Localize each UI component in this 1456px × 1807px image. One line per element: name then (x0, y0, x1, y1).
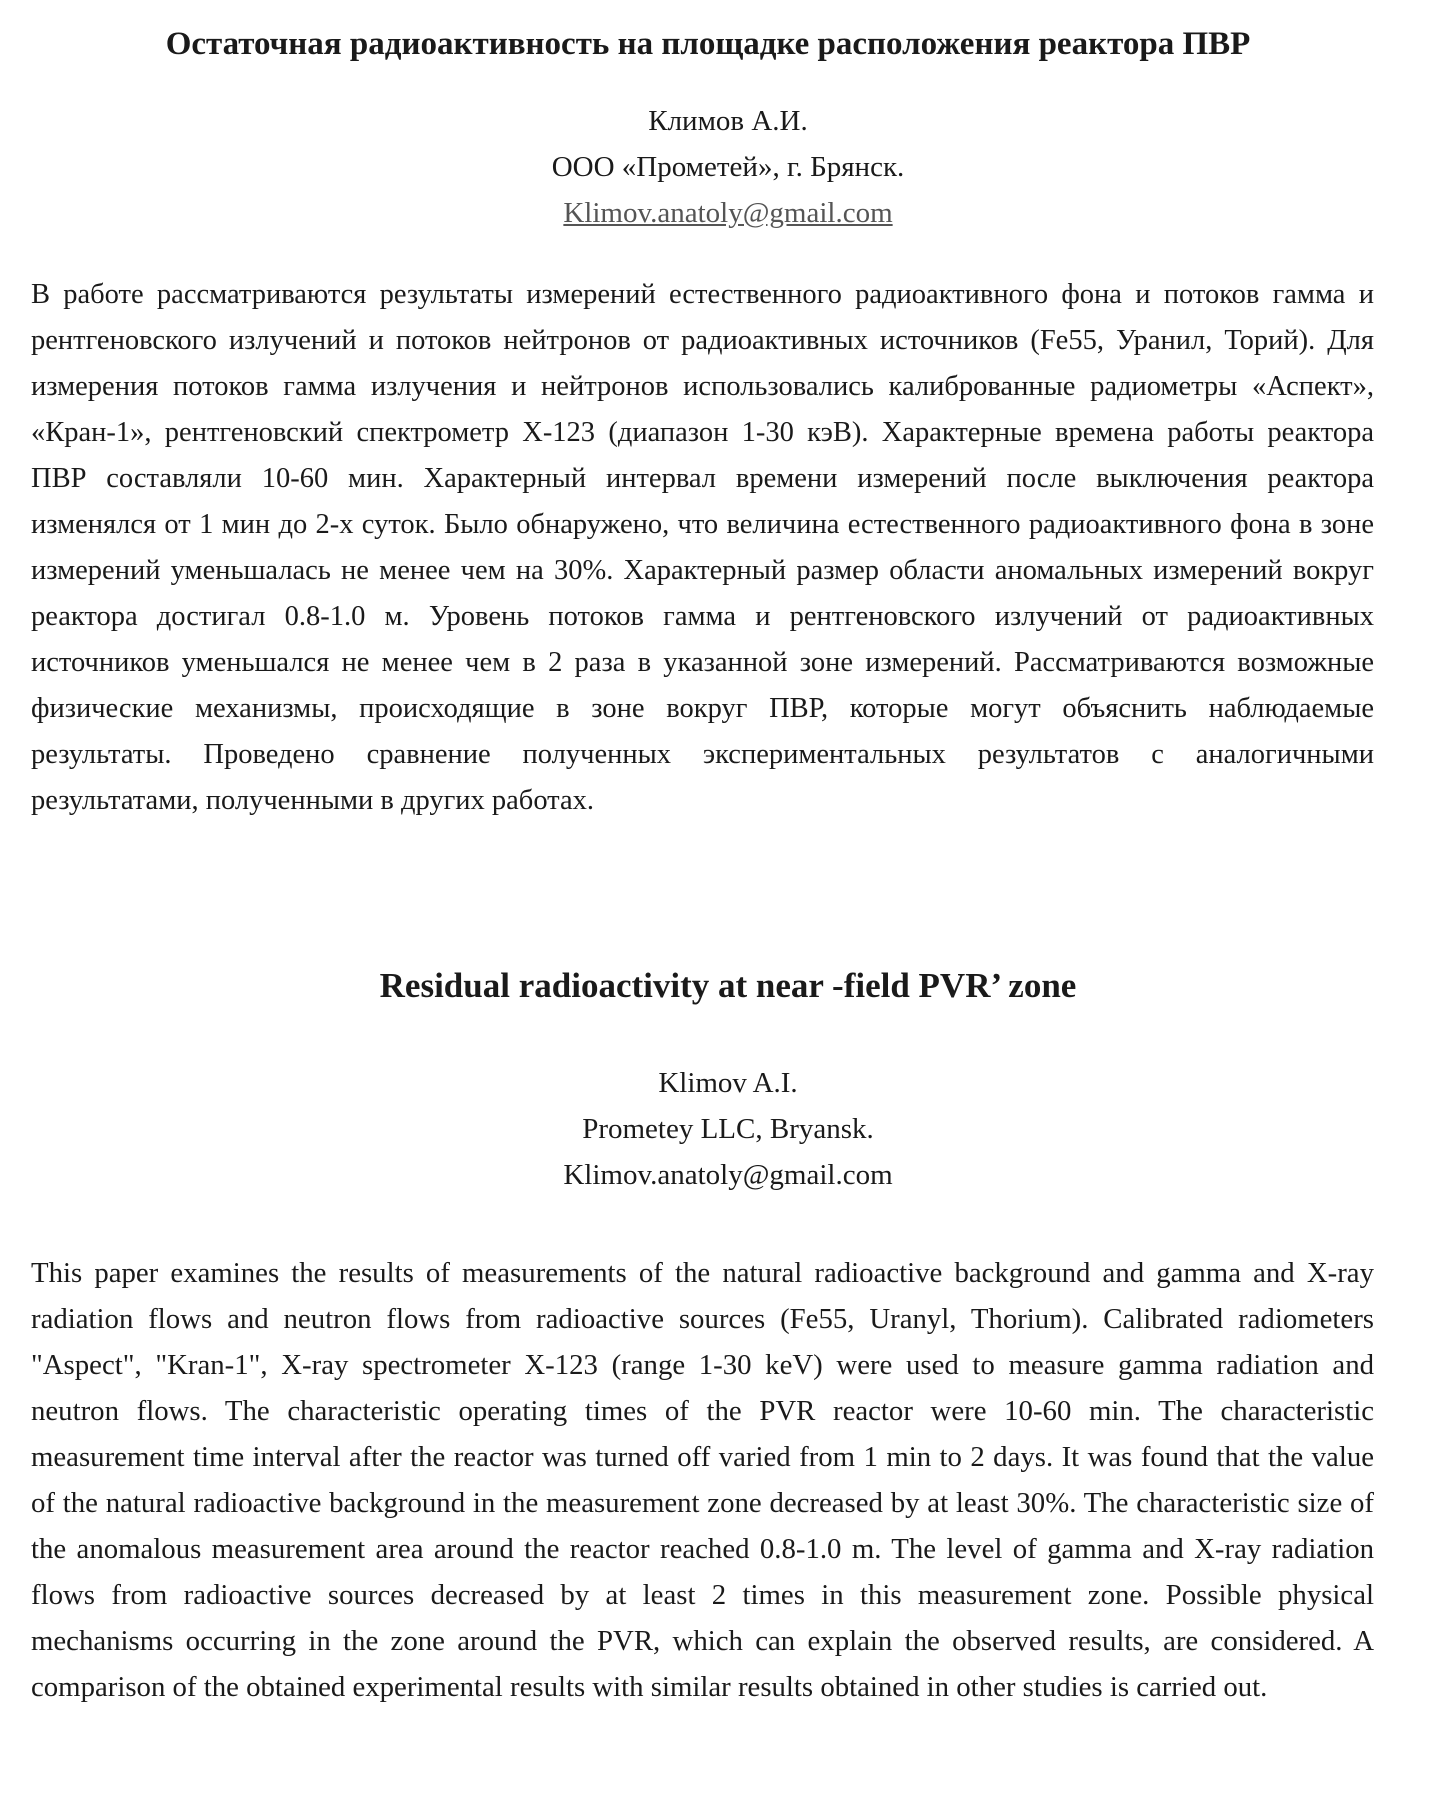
russian-title: Остаточная радиоактивность на площадке расположения реактора ПВР (165, 26, 1251, 62)
russian-affiliation: ООО «Прометей», г. Брянск. (551, 151, 905, 183)
english-email: Klimov.anatoly@gmail.com (563, 1159, 893, 1191)
russian-abstract: В работе рассматриваются результаты измерений естественного радиоактивного фона и потоков гамма и рентгеновского излучений и потоков нейтронов от радиоактивных источников (Fe55, Уранил, Торий). Для измерения потоков гамма излучения и нейтронов использовались калиброванные радиометры «Аспект», «Кран-1», рентгеновский спектрометр X-123 (диапазон 1-30 кэВ). Характерные времена работы реактора ПВР составляли 10-60 мин. Характерный интервал времени измерений после выключения реактора изменялся от 1 мин до 2-х суток. Было обнаружено, что величина естественного радиоактивного фона в зоне измерений уменьшалась не менее чем на 30%. Характерный размер области аномальных измерений вокруг реактора достигал 0.8-1.0 м. Уровень потоков гамма и рентгеновского излучений от радиоактивных источников уменьшался не менее чем в 2 раза в указанной зоне измерений. Рассматриваются возможные физические механизмы, происходящие в зоне вокруг ПВР, которые могут объяснить наблюдаемые результаты. Проведено сравнение полученных экспериментальных результатов с аналогичными результатами, полученными в других работах. (31, 279, 1374, 816)
english-affiliation: Prometey LLC, Bryansk. (582, 1113, 874, 1145)
russian-author: Климов А.И. (648, 105, 808, 137)
english-title: Residual radioactivity at near -field PVR’ zone (379, 966, 1077, 1005)
russian-email-link[interactable]: Klimov.anatoly@gmail.com (563, 197, 893, 229)
russian-author-block (0, 98, 1456, 236)
english-abstract: This paper examines the results of measurements of the natural radioactive background and gamma and X-ray radiation flows and neutron flows from radioactive sources (Fe55, Uranyl, Thorium). Calibrated radiometers "Aspect", "Kran-1", X-ray spectrometer X-123 (range 1-30 keV) were used to measure gamma radiation and neutron flows. The characteristic operating times of the PVR reactor were 10-60 min. The characteristic measurement time interval after the reactor was turned off varied from 1 min to 2 days. It was found that the value of the natural radioactive background in the measurement zone decreased by at least 30%. The characteristic size of the anomalous measurement area around the reactor reached 0.8-1.0 m. The level of gamma and X-ray radiation flows from radioactive sources decreased by at least 2 times in this measurement zone. Possible physical mechanisms occurring in the zone around the PVR, which can explain the observed results, are considered. A comparison of the obtained experimental results with similar results obtained in other studies is carried out. (31, 1257, 1374, 1703)
english-author: Klimov A.I. (658, 1067, 798, 1099)
english-author-block (0, 1060, 1456, 1198)
